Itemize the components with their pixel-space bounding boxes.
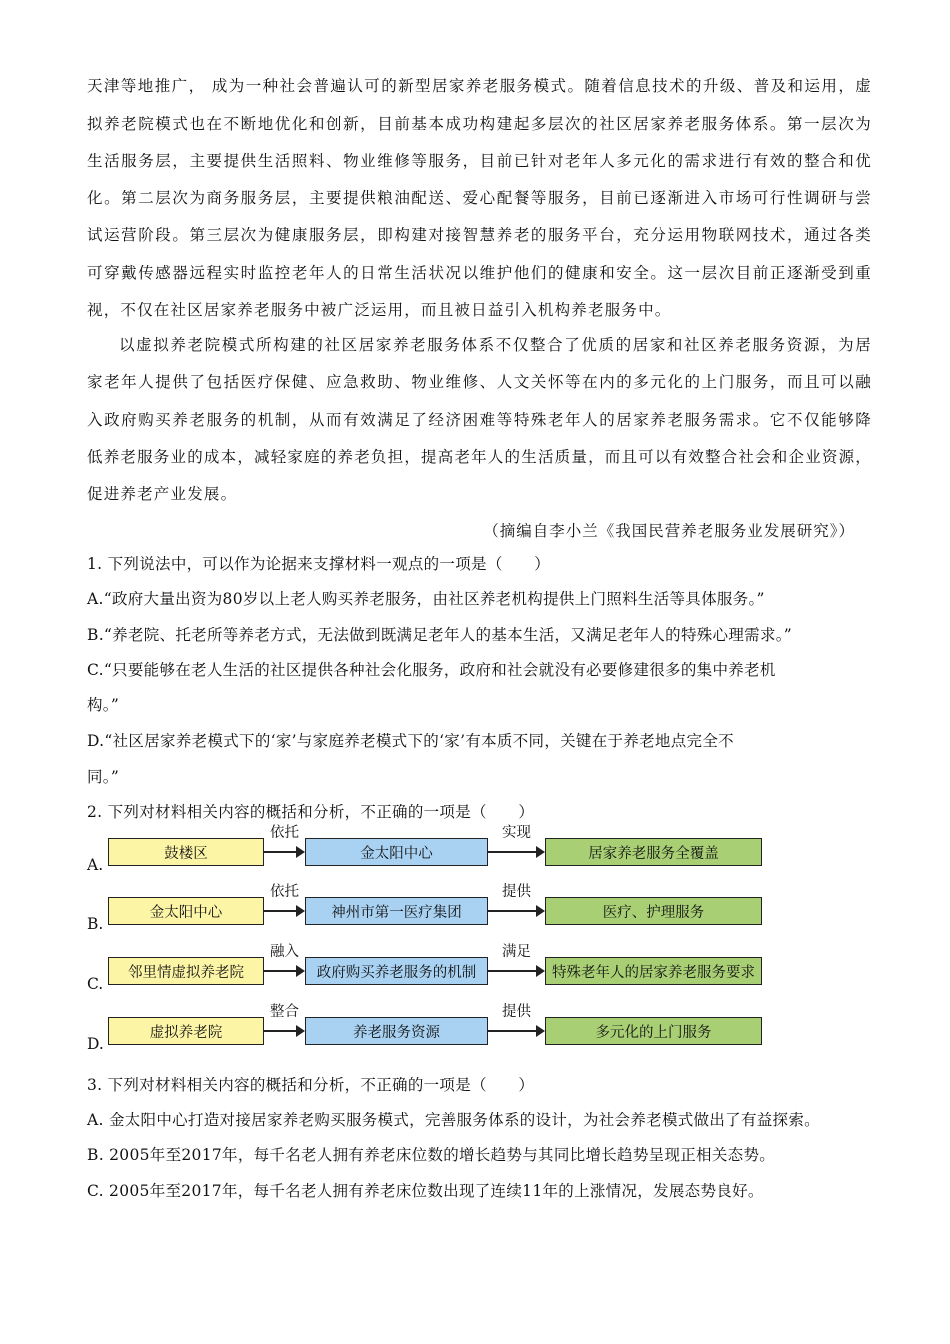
passage-source: （摘编自李小兰《我国民营养老服务业发展研究》） bbox=[483, 522, 855, 540]
passage-line: 以虚拟养老院模式所构建的社区居家养老服务体系不仅整合了优质的居家和社区养老服务资源，为居 bbox=[119, 336, 872, 354]
arrow-label: 依托 bbox=[270, 884, 299, 900]
option-d: D.“社区居家养老模式下的‘家’与家庭养老模式下的‘家’有本质不同，关键在于养老地点完全不 bbox=[87, 732, 734, 750]
passage-line: 化。第二层次为商务服务层，主要提供粮油配送、爱心配餐等服务，目前已逐渐进入市场可行性调研与尝 bbox=[87, 189, 872, 207]
passage-line: 家老年人提供了包括医疗保健、应急救助、物业维修、人文关怀等在内的多元化的上门服务，而且可以融 bbox=[87, 373, 872, 391]
right-arrow-icon bbox=[488, 851, 543, 853]
diagram-option-a bbox=[87, 825, 787, 878]
passage-line: 生活服务层，主要提供生活照料、物业维修等服务，目前已针对老年人多元化的需求进行有效的整合和优 bbox=[87, 152, 872, 170]
option-letter: B. bbox=[87, 915, 104, 933]
arrow-label: 满足 bbox=[502, 944, 531, 960]
option-c: C.“只要能够在老人生活的社区提供各种社会化服务，政府和社会就没有必要修建很多的集中养老机 bbox=[87, 661, 776, 679]
option-a: A.“政府大量出资为80岁以上老人购买养老服务，由社区养老机构提供上门照料生活等具体服务。” bbox=[87, 590, 765, 608]
arrow-label: 实现 bbox=[502, 825, 531, 841]
right-arrow-icon bbox=[488, 1030, 543, 1032]
diagram-box-result: 特殊老年人的居家养老服务要求 bbox=[545, 957, 762, 985]
right-arrow-icon bbox=[488, 970, 543, 972]
question-stem: 2. 下列对材料相关内容的概括和分析，不正确的一项是（ ） bbox=[87, 803, 535, 821]
option-letter: A. bbox=[87, 856, 104, 874]
diagram-box-result: 居家养老服务全覆盖 bbox=[545, 838, 762, 866]
right-arrow-icon bbox=[488, 910, 543, 912]
question-stem: 1. 下列说法中，可以作为论据来支撑材料一观点的一项是（ ） bbox=[87, 555, 551, 573]
passage-line: 试运营阶段。第三层次为健康服务层，即构建对接智慧养老的服务平台，充分运用物联网技术，通过各类 bbox=[87, 226, 872, 244]
arrow-label: 整合 bbox=[270, 1004, 299, 1020]
arrow-label: 融入 bbox=[270, 944, 299, 960]
option-letter: C. bbox=[87, 975, 104, 993]
option-d-continued: 同。” bbox=[87, 768, 120, 786]
diagram-box-middle: 政府购买养老服务的机制 bbox=[305, 957, 488, 985]
diagram-box-middle: 神州市第一医疗集团 bbox=[305, 897, 488, 925]
option-c-continued: 构。” bbox=[87, 696, 120, 714]
diagram-box-result: 医疗、护理服务 bbox=[545, 897, 762, 925]
option-c: C. 2005年至2017年，每千名老人拥有养老床位数出现了连续11年的上涨情况，发展态势良好。 bbox=[87, 1182, 764, 1200]
diagram-box-middle: 养老服务资源 bbox=[305, 1017, 488, 1045]
right-arrow-icon bbox=[264, 851, 303, 853]
diagram-box-source: 邻里情虚拟养老院 bbox=[108, 957, 264, 985]
diagram-option-c bbox=[87, 944, 787, 997]
passage-line: 天津等地推广， 成为一种社会普遍认可的新型居家养老服务模式。随着信息技术的升级、普及和运用，虚 bbox=[87, 77, 872, 95]
diagram-box-source: 虚拟养老院 bbox=[108, 1017, 264, 1045]
diagram-option-b bbox=[87, 884, 787, 937]
passage-line: 促进养老产业发展。 bbox=[87, 485, 238, 503]
option-b: B. 2005年至2017年，每千名老人拥有养老床位数的增长趋势与其同比增长趋势呈现正相关态势。 bbox=[87, 1146, 776, 1164]
option-letter: D. bbox=[87, 1035, 104, 1053]
option-b: B.“养老院、托老所等养老方式，无法做到既满足老年人的基本生活，又满足老年人的特殊心理需求。” bbox=[87, 626, 793, 644]
arrow-label: 依托 bbox=[270, 825, 299, 841]
passage-line: 拟养老院模式也在不断地优化和创新，目前基本成功构建起多层次的社区居家养老服务体系。第一层次为 bbox=[87, 115, 872, 133]
right-arrow-icon bbox=[264, 1030, 303, 1032]
diagram-box-result: 多元化的上门服务 bbox=[545, 1017, 762, 1045]
question-stem: 3. 下列对材料相关内容的概括和分析，不正确的一项是（ ） bbox=[87, 1076, 535, 1094]
right-arrow-icon bbox=[264, 970, 303, 972]
right-arrow-icon bbox=[264, 910, 303, 912]
diagram-box-source: 鼓楼区 bbox=[108, 838, 264, 866]
option-a: A. 金太阳中心打造对接居家养老购买服务模式，完善服务体系的设计，为社会养老模式做出了有益探索。 bbox=[87, 1111, 820, 1129]
passage-line: 视，不仅在社区居家养老服务中被广泛运用，而且被日益引入机构养老服务中。 bbox=[87, 301, 672, 319]
diagram-box-middle: 金太阳中心 bbox=[305, 838, 488, 866]
passage-line: 低养老服务业的成本，减轻家庭的养老负担，提高老年人的生活质量，而且可以有效整合社会和企业资源， bbox=[87, 448, 872, 466]
diagram-option-d bbox=[87, 1004, 787, 1057]
arrow-label: 提供 bbox=[502, 884, 531, 900]
arrow-label: 提供 bbox=[502, 1004, 531, 1020]
diagram-box-source: 金太阳中心 bbox=[108, 897, 264, 925]
passage-line: 可穿戴传感器远程实时监控老年人的日常生活状况以维护他们的健康和安全。这一层次目前正逐渐受到重 bbox=[87, 264, 872, 282]
passage-line: 入政府购买养老服务的机制，从而有效满足了经济困难等特殊老年人的居家养老服务需求。它不仅能够降 bbox=[87, 411, 872, 429]
